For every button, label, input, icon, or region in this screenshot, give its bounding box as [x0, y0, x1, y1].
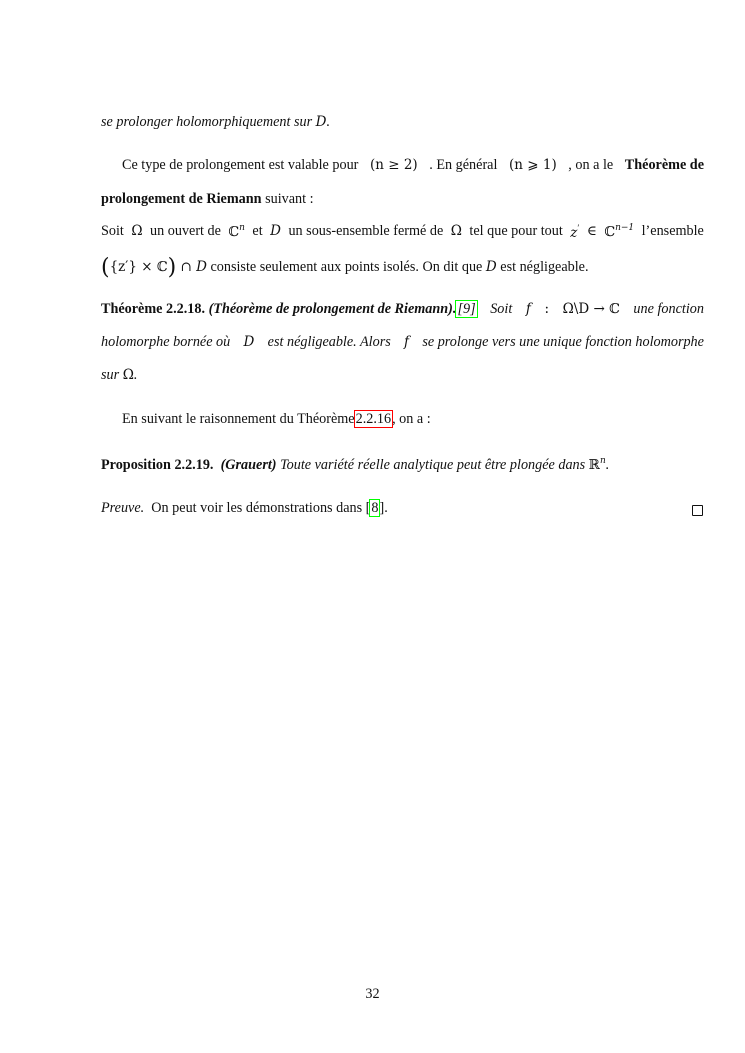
math-C: ℂ — [228, 224, 240, 240]
text-tel-que: tel que pour tout — [469, 223, 563, 239]
text-sous-ensemble: un sous-ensemble fermé de — [288, 223, 444, 239]
theorem-2-2-18-line-1 — [101, 301, 704, 318]
math-colon: : — [544, 301, 550, 317]
math-cap: ∩ — [176, 259, 197, 275]
continuation-text: se prolonger holomorphiquement sur — [101, 114, 313, 130]
text-en-suivant — [122, 411, 725, 428]
math-D: D — [196, 259, 207, 275]
text-line-3 — [101, 191, 704, 208]
theorem-2-2-18-line-2 — [101, 334, 704, 351]
math-omega: Ω — [122, 367, 134, 383]
page-number: 32 — [365, 986, 380, 1002]
math-n-geq-2: (n ≥ 2) — [369, 157, 418, 173]
citation-link-8[interactable]: 8 — [371, 500, 379, 516]
intro-text: Ce type de prolongement est valable pour — [122, 157, 359, 173]
proposition-2-2-19 — [101, 456, 704, 474]
word-sur: sur — [101, 367, 120, 383]
math-n-geqslant-1: (n ⩾ 1) — [509, 157, 557, 173]
math-R-n — [589, 457, 606, 473]
text-est-negligeable-alors: est négligeable. Alors — [267, 334, 391, 350]
theorem-ref-link-2-2-16[interactable]: 2.2.16 — [355, 411, 392, 427]
theorem-label: Théorème 2.2.18. — [101, 301, 206, 317]
text-line-4 — [101, 223, 704, 242]
math-big-lparen: ( — [101, 255, 110, 280]
math-omega: Ω — [450, 223, 462, 239]
text-consiste: consiste seulement aux points isolés. On dit que — [206, 259, 486, 275]
math-big-rparen: ) — [167, 255, 177, 280]
period: . — [605, 457, 610, 473]
citation-link-9[interactable]: [9] — [457, 301, 476, 317]
proof-text: On peut voir les démonstrations dans — [151, 500, 363, 516]
word-et: et — [252, 223, 263, 239]
math-f: f — [404, 334, 410, 350]
math-map: Ω\D → ℂ — [562, 301, 620, 317]
text-on-a: , on a : — [392, 411, 431, 427]
math-C-n — [228, 223, 245, 242]
math-z-prime — [570, 223, 579, 242]
math-C: ℂ — [604, 224, 616, 240]
math-D: D — [315, 114, 327, 130]
text-en-general: . En général — [429, 157, 498, 173]
word-soit: Soit — [490, 301, 513, 317]
period: . — [326, 114, 331, 130]
word-ensemble: l’ensemble — [641, 223, 704, 239]
proof-line: Preuve. On peut voir les démonstrations dans [8]. — [101, 500, 388, 516]
text-line-5 — [101, 255, 704, 280]
period: . — [133, 367, 138, 383]
text-raisonnement: En suivant le raisonnement du Théorème — [122, 411, 355, 427]
text-on-a-le: , on a le — [568, 157, 614, 173]
math-f: f — [525, 301, 531, 317]
math-D: D — [270, 223, 281, 239]
qed-square-icon — [692, 505, 703, 516]
theorem-2-2-18-line-3 — [101, 367, 704, 384]
math-z: z — [570, 225, 578, 241]
bold-theoreme-de: Théorème de — [624, 157, 704, 173]
theorem-name: (Théorème de prolongement de Riemann). — [208, 301, 457, 317]
proposition-name: (Grauert) — [220, 457, 277, 473]
math-prime: ′ — [577, 223, 580, 233]
text-holomorphe-bornee: holomorphe bornée où — [101, 334, 231, 350]
text-une-fonction: une fonction — [633, 301, 704, 317]
math-set-product: {z′} × ℂ — [109, 259, 168, 275]
math-exp-n: n — [599, 456, 606, 466]
proposition-text: Toute variété réelle analytique peut être plongée dans — [280, 457, 586, 473]
paragraph-riemann-intro — [122, 157, 704, 174]
text-est-negligeable: est négligeable. — [496, 259, 589, 275]
math-D: D — [243, 334, 255, 350]
text-suivant: suivant : — [261, 191, 314, 207]
theorem-heading — [101, 301, 477, 318]
proof-label: Preuve. — [101, 500, 145, 516]
text-line-1 — [101, 114, 704, 131]
math-R: ℝ — [588, 457, 600, 473]
math-in: ∈ — [586, 223, 597, 239]
math-C-n-1 — [604, 223, 634, 242]
math-exp-n-1: n−1 — [615, 223, 635, 233]
bold-theorem-name: prolongement de Riemann — [101, 191, 262, 207]
math-exp-n: n — [239, 223, 245, 233]
text-se-prolonge: se prolonge vers une unique fonction holomorphe — [422, 334, 704, 350]
text-un-ouvert-de: un ouvert de — [150, 223, 221, 239]
math-omega: Ω — [131, 223, 143, 239]
proposition-label: Proposition 2.2.19. — [101, 457, 214, 473]
math-D: D — [485, 259, 497, 275]
period: . — [384, 500, 388, 516]
word-soit: Soit — [101, 223, 124, 239]
